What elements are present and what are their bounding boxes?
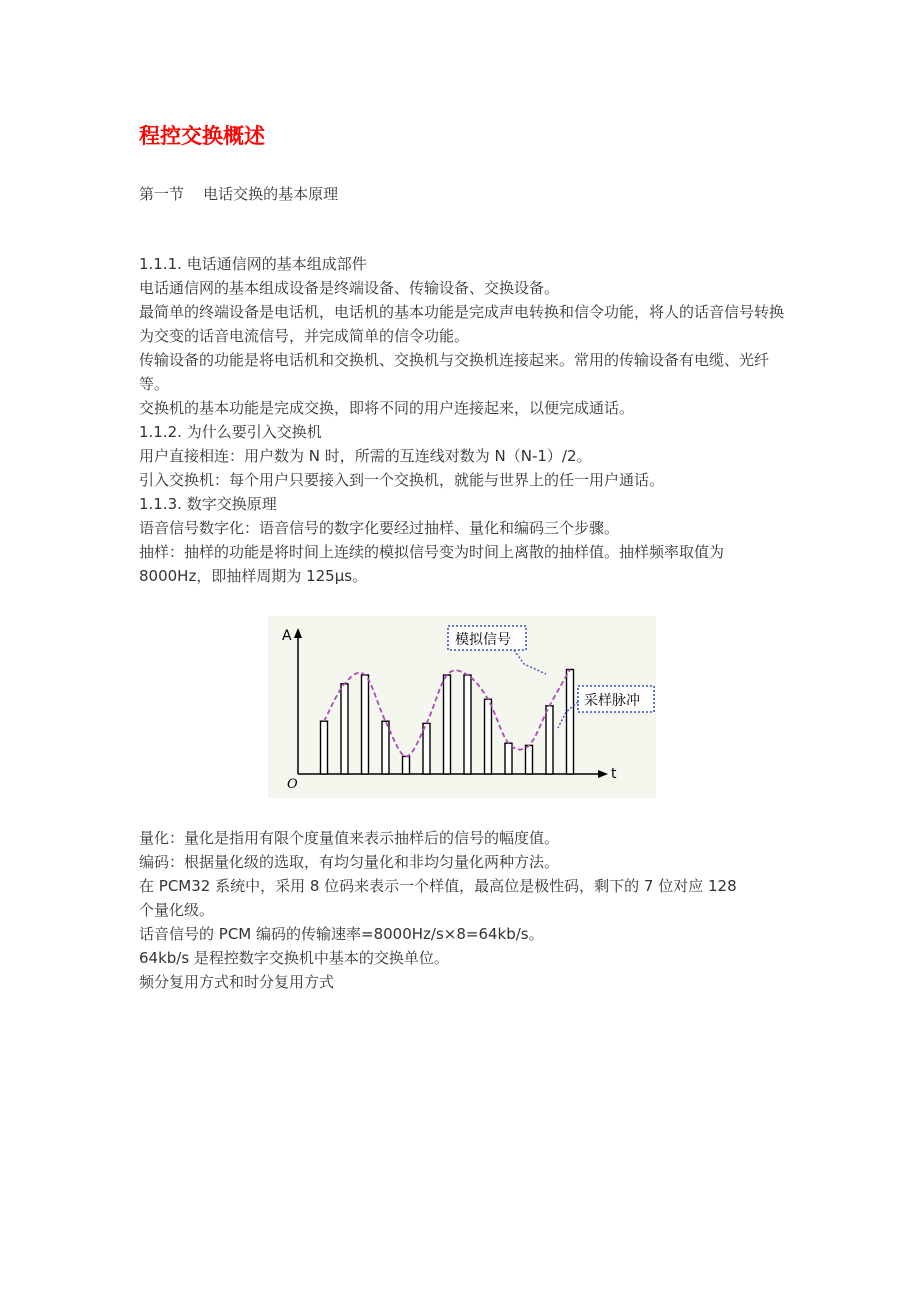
sample-pulse (444, 675, 451, 774)
sample-pulse (341, 684, 348, 774)
sample-pulse (464, 675, 471, 774)
paragraph: 最简单的终端设备是电话机，电话机的基本功能是完成声电转换和信令功能，将人的话音信号转换为交变的话音电流信号，并完成简单的信令功能。 (139, 303, 785, 345)
y-axis-label: A (282, 628, 292, 644)
x-axis-arrow (598, 770, 608, 778)
paragraph: 个量化级。 (139, 901, 215, 919)
sample-pulse (362, 675, 369, 774)
y-axis-arrow (294, 628, 302, 638)
sample-pulse (382, 721, 389, 774)
paragraph: 传输设备的功能是将电话机和交换机、交换机与交换机连接起来。常用的传输设备有电缆、光纤等。 (139, 351, 770, 393)
subheading-1-1-1: 1.1.1. 电话通信网的基本组成部件 (139, 255, 367, 273)
sampling-diagram (268, 616, 656, 798)
paragraph: 量化：量化是指用有限个度量值来表示抽样后的信号的幅度值。 (139, 829, 560, 847)
sample-pulse (505, 743, 512, 774)
subheading-1-1-3: 1.1.3. 数字交换原理 (139, 495, 277, 513)
sample-pulse (485, 699, 492, 774)
callout-analog-pointer (514, 650, 546, 674)
paragraph: 在 PCM32 系统中，采用 8 位码来表示一个样值，最高位是极性码，剩下的 7 位对应 128 (139, 877, 737, 895)
paragraph: 引入交换机：每个用户只要接入到一个交换机，就能与世界上的任一用户通话。 (139, 471, 665, 489)
body-text-bottom (139, 826, 789, 994)
x-axis-label: t (611, 766, 617, 782)
paragraph: 交换机的基本功能是完成交换，即将不同的用户连接起来，以便完成通话。 (139, 399, 635, 417)
paragraph: 频分复用方式和时分复用方式 (139, 973, 335, 991)
paragraph: 语音信号数字化：语音信号的数字化要经过抽样、量化和编码三个步骤。 (139, 519, 620, 537)
paragraph: 电话通信网的基本组成设备是终端设备、传输设备、交换设备。 (139, 279, 560, 297)
origin-label: O (287, 777, 298, 792)
paragraph: 话音信号的 PCM 编码的传输速率=8000Hz/s×8=64kb/s。 (139, 925, 544, 943)
sample-pulse (423, 723, 430, 774)
paragraph: 用户直接相连：用户数为 N 时，所需的互连线对数为 N（N-1）/2。 (139, 447, 592, 465)
subheading-1-1-2: 1.1.2. 为什么要引入交换机 (139, 423, 322, 441)
sample-pulse (321, 721, 328, 774)
paragraph: 编码：根据量化级的选取，有均匀量化和非均匀量化两种方法。 (139, 853, 560, 871)
sample-pulse (567, 670, 574, 775)
callout-analog-label: 模拟信号 (455, 632, 511, 648)
paragraph: 64kb/s 是程控数字交换机中基本的交换单位。 (139, 949, 449, 967)
section-heading: 第一节 电话交换的基本原理 (139, 185, 339, 203)
document-title: 程控交换概述 (139, 123, 265, 148)
sample-pulse (526, 745, 533, 774)
sample-pulses (321, 670, 574, 775)
body-text-top (139, 252, 789, 588)
sample-pulse (546, 706, 553, 774)
paragraph: 抽样：抽样的功能是将时间上连续的模拟信号变为时间上离散的抽样值。抽样频率取值为 8000Hz，即抽样周期为 125μs。 (139, 543, 725, 585)
callout-pulse-label: 采样脉冲 (584, 693, 640, 709)
sampling-figure (268, 616, 656, 798)
sample-pulse (403, 756, 410, 774)
